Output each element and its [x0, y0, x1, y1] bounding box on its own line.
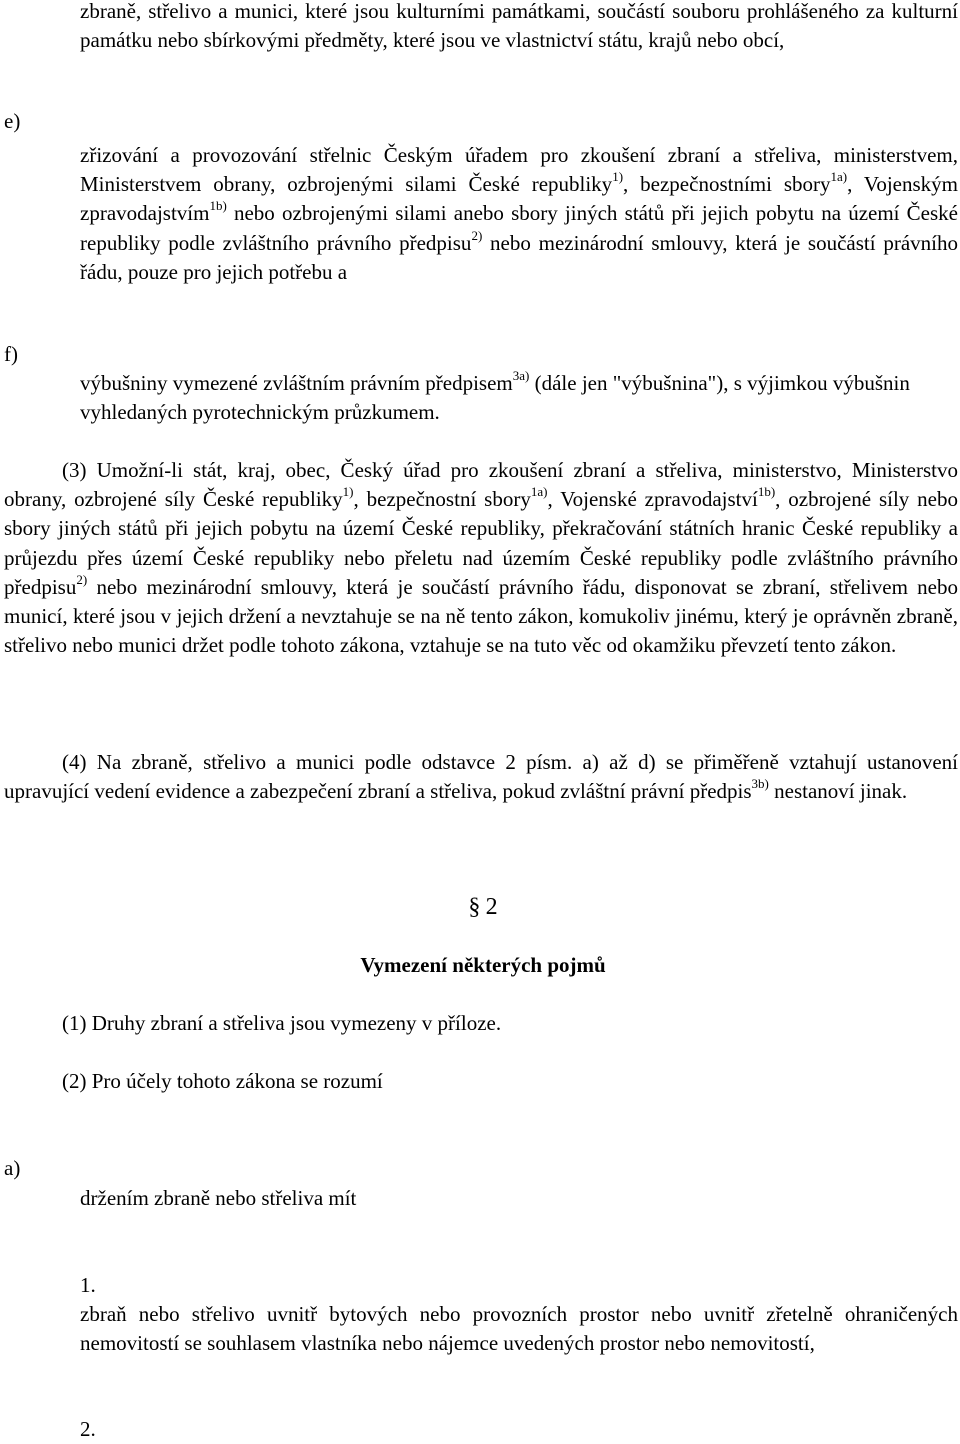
section-paragraph-1: (1) Druhy zbraní a střeliva jsou vymezeny v příloze. — [62, 1011, 502, 1035]
item-e-text: zřizování a provozování střelnic Českým úřadem pro zkoušení zbraní a střeliva, ministerstvem, Ministerstvem obrany, ozbrojenými silami České republiky$^{1)}$, bezpečnostními sbory$^{1a)}$, Vojenským zpravodajstvím$^{1b)}$ nebo ozbrojenými silami anebo sbory jiných států při jejich pobytu na území České republiky podle zvláštního právního předpisu$^{2)}$ nebo mezinárodní smlouvy, která je součástí právního řádu, pouze pro jejich potřebu a — [80, 143, 958, 284]
footnote-ref: 2) — [76, 571, 88, 587]
item-f-text: výbušniny vymezené zvláštním právním předpisem$^{3a)}$ (dále jen "výbušnina"), s výjimkou výbušnin vyhledaných pyrotechnickým průzkumem. — [80, 368, 910, 425]
subitem-1-label: 1. — [80, 1273, 96, 1297]
paragraph-3: (3) Umožní-li stát, kraj, obec, Český úřad pro zkoušení zbraní a střeliva, ministerstvo, Ministerstvo obrany, ozbrojené síly České republiky$^{1)}$, bezpečnostní sbory$^{1a)}$, Vojenské zpravodajství$^{1b)}$, ozbrojené síly nebo sbory jiných států při jejich pobytu na území České republiky, překračování státních hranic České republiky a průjezdu přes území České republiky nebo přeletu nad územím České republiky podle zvláštního právního předpisu$^{2)}$ nebo mezinárodní smlouvy, která je součástí právního řádu, disponovat se zbraní, střelivem nebo municí, které jsou v jejich držení a nevztahuje se na ně tento zákon, komukoliv jinému, který je oprávněn zbraně, střelivo nebo munici držet podle tohoto zákona, vztahuje se na tuto věc od okamžiku převzetí tento zákon. — [4, 458, 959, 658]
definition-a-text: držením zbraně nebo střeliva mít — [80, 1186, 357, 1210]
footnote-ref: 1b) — [757, 484, 776, 500]
footnote-ref: 1a) — [530, 484, 548, 500]
footnote-ref: 3a) — [512, 368, 530, 383]
footnote-ref: 2) — [471, 227, 483, 243]
section-number-value: 2 — [485, 894, 498, 920]
footnote-ref: 3b) — [751, 776, 769, 792]
item-d-text: zbraně, střelivo a munici, které jsou kulturními památkami, součástí souboru prohlášeného za kulturní památku nebo sbírkovými předměty, které jsou ve vlastnictví státu, krajů nebo obcí, — [80, 0, 958, 53]
footnote-ref: 1b) — [209, 198, 227, 214]
paragraph-4: (4) Na zbraně, střelivo a munici podle odstavce 2 písm. a) až d) se přiměřeně vztahují ustanovení upravující vedení evidence a zabezpečení zbraní a střeliva, pokud zvláštní právní předpis$^{3b)}$ nestanoví jinak. — [4, 750, 958, 804]
section-number — [0, 893, 960, 922]
footnote-ref: 1) — [612, 169, 624, 185]
subitem-2-label: 2. — [80, 1417, 96, 1441]
subitem-1-text: zbraň nebo střelivo uvnitř bytových nebo provozních prostor nebo uvnitř zřetelně ohraničených nemovitostí se souhlasem vlastníka nebo nájemce uvedených prostor nebo nemovitostí, — [80, 1302, 958, 1356]
footnote-ref: 1) — [342, 484, 354, 500]
item-e-label: e) — [4, 109, 21, 133]
footnote-ref: 1a) — [830, 169, 848, 185]
definition-a-label: a) — [4, 1156, 21, 1180]
item-f-label: f) — [4, 342, 18, 366]
section-sign: § — [468, 894, 481, 920]
section-heading: Vymezení některých pojmů — [360, 953, 606, 977]
section-paragraph-2: (2) Pro účely tohoto zákona se rozumí — [62, 1069, 383, 1093]
